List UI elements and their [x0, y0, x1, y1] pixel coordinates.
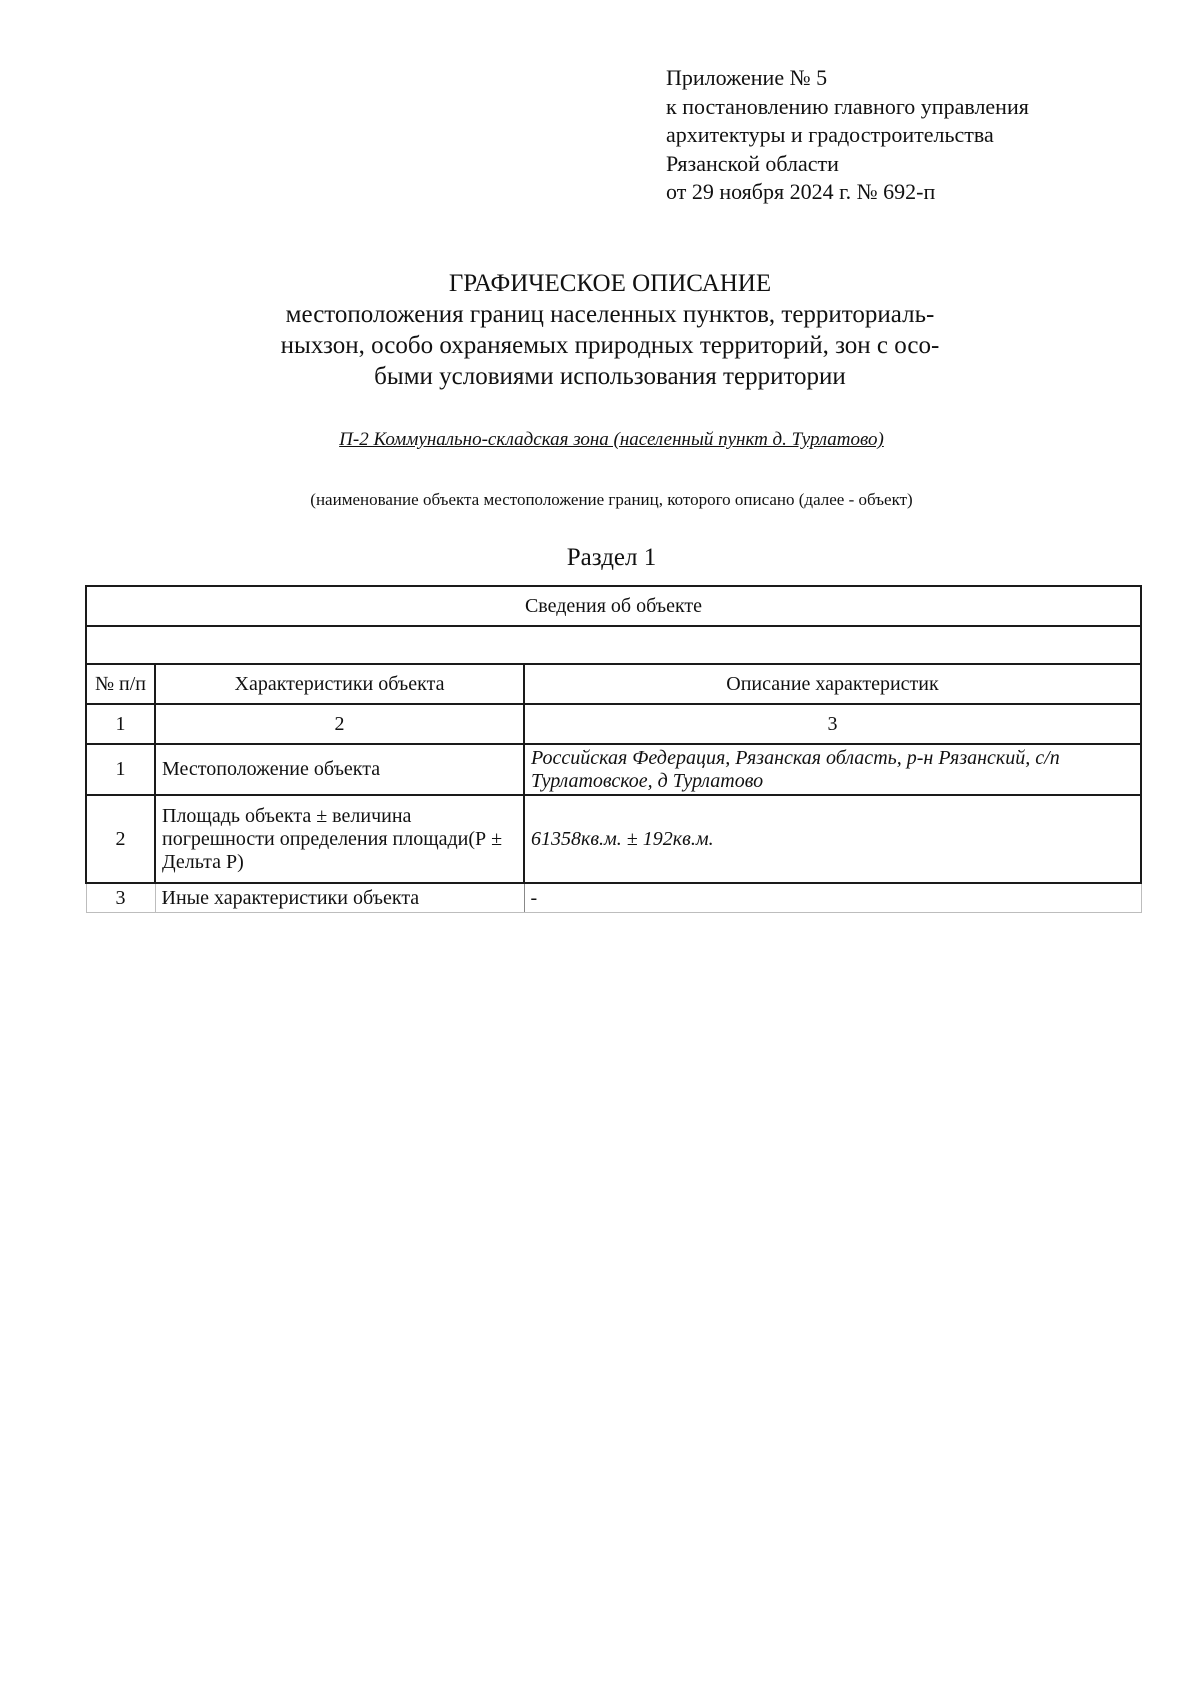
column-index-row: [86, 704, 1141, 744]
row-characteristic: Площадь объекта ± величина погрешности определения площади(Р ± Дельта Р): [155, 795, 524, 883]
column-index: 3: [524, 704, 1141, 744]
row-description: -: [524, 883, 1141, 913]
appendix-line: архитектуры и градостроительства: [666, 122, 994, 147]
table-header-row: [86, 586, 1141, 626]
table-empty-row: [86, 626, 1141, 664]
table-row: [86, 883, 1141, 913]
row-description: Российская Федерация, Рязанская область, р-н Рязанский, с/п Турлатовское, д Турлатово: [524, 744, 1141, 795]
table-empty-cell: [86, 626, 1141, 664]
column-header-num: № п/п: [86, 664, 155, 704]
row-number: 1: [86, 744, 155, 795]
appendix-number: Приложение № 5: [666, 65, 828, 90]
table-row: [86, 795, 1141, 883]
title-line: быми условиями использования территории: [374, 363, 846, 390]
column-index: 2: [155, 704, 524, 744]
object-info-table: [85, 585, 1142, 913]
row-number: 2: [86, 795, 155, 883]
title-line: ныхзон, особо охраняемых природных территорий, зон с осо-: [280, 332, 940, 359]
document-title: [200, 268, 1020, 392]
table-row: [86, 744, 1141, 795]
appendix-block: [666, 64, 1029, 207]
object-name: [100, 429, 1123, 451]
appendix-line: к постановлению главного управления: [666, 93, 1029, 119]
column-index: 1: [86, 704, 155, 744]
column-header-description: Описание характеристик: [524, 664, 1141, 704]
title-heading: ГРАФИЧЕСКОЕ ОПИСАНИЕ: [448, 270, 772, 297]
table-header: Сведения об объекте: [86, 586, 1141, 626]
object-caption: (наименование объекта местоположение границ, которого описано (далее - объект): [310, 490, 913, 509]
column-header-characteristic: Характеристики объекта: [155, 664, 524, 704]
appendix-line: Рязанской области: [666, 150, 839, 176]
column-headers-row: [86, 664, 1141, 704]
object-name-text: П-2 Коммунально-складская зона (населенный пункт д. Турлатово): [339, 429, 884, 450]
row-characteristic: Иные характеристики объекта: [155, 883, 524, 913]
row-number: 3: [86, 883, 155, 913]
row-characteristic: Местоположение объекта: [155, 744, 524, 795]
title-line: местоположения границ населенных пунктов, территориаль-: [285, 301, 935, 328]
section-title: Раздел 1: [566, 544, 657, 571]
appendix-date: от 29 ноября 2024 г. № 692-п: [666, 179, 936, 204]
row-description: 61358кв.м. ± 192кв.м.: [524, 795, 1141, 883]
